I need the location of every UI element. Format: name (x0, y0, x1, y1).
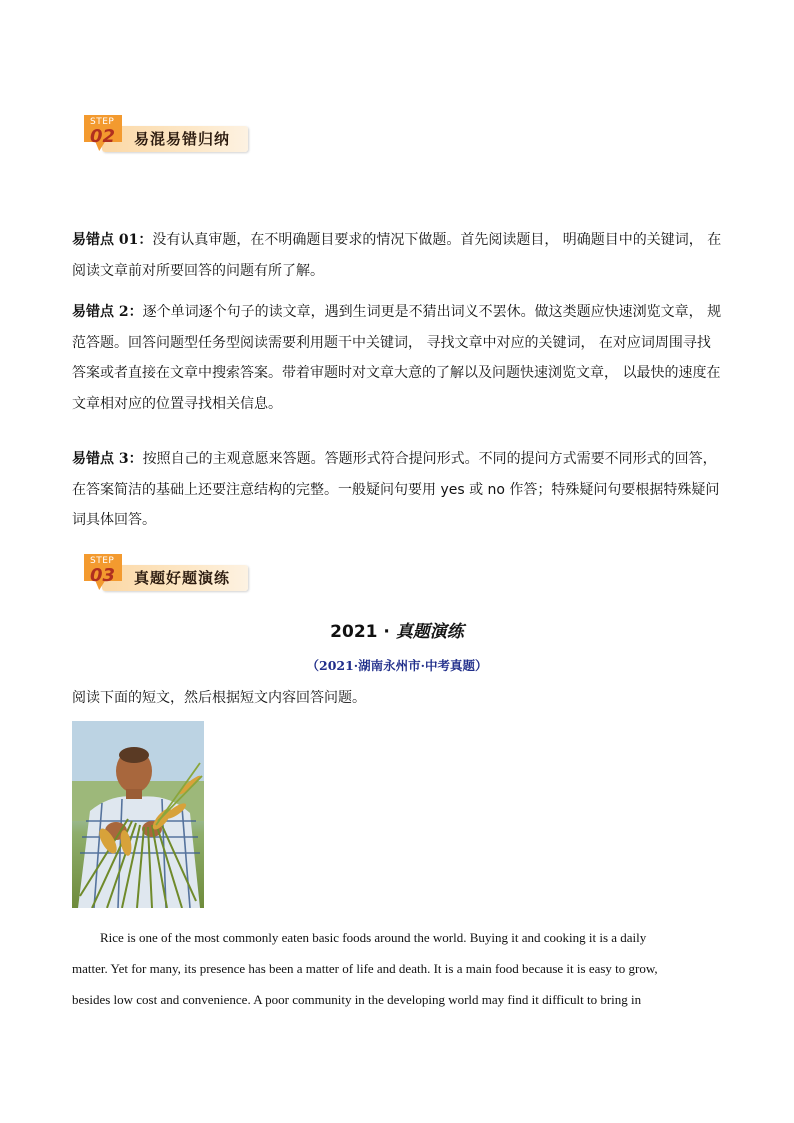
farmer-with-rice-photo (72, 721, 204, 908)
passage-line: Rice is one of the most commonly eaten basic foods around the world. Buying it and cooking it is a daily (100, 930, 647, 945)
error-point-label: 易错点 01： (72, 232, 153, 248)
badge-label: STEP (90, 556, 115, 566)
badge-number: 02 (90, 126, 116, 147)
error-point-text: 逐个单词逐个句子的读文章，遇到生词更是不猜出词义不罢休。做这类题应快速浏览文章， 规范答题。回答问题型任务型阅读需要利用题干中关键词， 寻找文章中对应的关键词， 在对应词周围寻找答案或者直接在文章中搜索答案。带着审题时对文章大意的了解以及问题快速浏览文章， 以最快的速度在文章相对应的位置寻找相关信息。 (72, 304, 722, 412)
error-point-text: 没有认真审题，在不明确题目要求的情况下做题。首先阅读题目， 明确题目中的关键词， 在阅读文章前对所要回答的问题有所了解。 (72, 232, 722, 279)
error-point-1 (72, 225, 722, 286)
error-point-3 (72, 444, 722, 536)
badge-label: STEP (90, 117, 115, 127)
step-badge (80, 552, 124, 598)
passage-line: matter. Yet for many, its presence has been a matter of life and death. It is a main food because it is easy to grow, (72, 961, 658, 976)
section-year: 2021 (330, 622, 378, 642)
section-label: 真题演练 (395, 622, 464, 642)
error-point-text: 按照自己的主观意愿来答题。答题形式符合提问形式。不同的提问方式需要不同形式的回答，在答案简洁的基础上还要注意结构的完整。一般疑问句要用 yes 或 no 作答；特殊疑问句要根据特殊疑问词具体回答。 (72, 451, 720, 528)
error-point-label: 易错点 2： (72, 304, 143, 320)
passage-line: besides low cost and convenience. A poor community in the developing world may find it difficult to bring in (72, 992, 642, 1007)
reading-passage (72, 922, 727, 1015)
step-title: 真题好题演练 (134, 569, 231, 587)
question-source: （2021·湖南永州市·中考真题） (306, 658, 488, 673)
photo-illustration (72, 721, 204, 908)
reading-instruction: 阅读下面的短文，然后根据短文内容回答问题。 (72, 690, 366, 706)
step-title: 易混易错归纳 (134, 130, 231, 148)
badge-number: 03 (90, 565, 116, 586)
error-point-2 (72, 297, 722, 419)
error-point-label: 易错点 3： (72, 451, 143, 467)
section-title (0, 617, 794, 642)
step-badge (80, 113, 124, 159)
section-separator: · (383, 622, 390, 642)
